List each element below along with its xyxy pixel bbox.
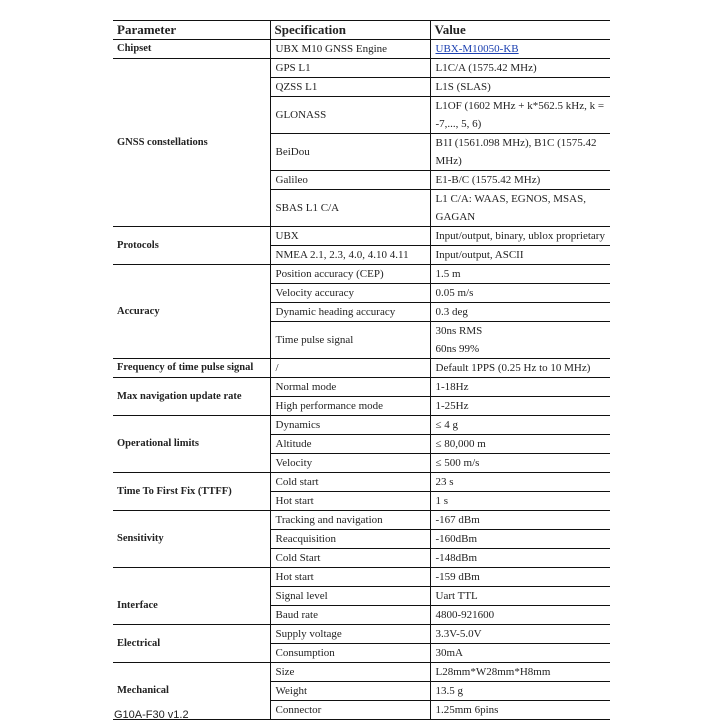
spec-cell: Normal mode bbox=[270, 378, 430, 397]
spec-cell: NMEA 2.1, 2.3, 4.0, 4.10 4.11 bbox=[270, 246, 430, 265]
spec-cell: Tracking and navigation bbox=[270, 511, 430, 530]
value-cell: L1 C/A: WAAS, EGNOS, MSAS, GAGAN bbox=[430, 190, 610, 227]
table-row bbox=[113, 227, 610, 246]
value-cell: -148dBm bbox=[430, 549, 610, 568]
table-header-row bbox=[113, 21, 610, 40]
header-parameter: Parameter bbox=[113, 21, 270, 40]
value-cell: Input/output, ASCII bbox=[430, 246, 610, 265]
spec-cell: Velocity accuracy bbox=[270, 284, 430, 303]
table-row bbox=[113, 511, 610, 530]
value-cell: 0.05 m/s bbox=[430, 284, 610, 303]
group-ttff: Time To First Fix (TTFF) bbox=[113, 473, 270, 511]
group-timepulse: Frequency of time pulse signal bbox=[113, 359, 270, 378]
value-cell: 1-25Hz bbox=[430, 397, 610, 416]
group-interface: Interface bbox=[113, 568, 270, 625]
value-cell: L1S (SLAS) bbox=[430, 78, 610, 97]
spec-cell: BeiDou bbox=[270, 134, 430, 171]
value-cell: -167 dBm bbox=[430, 511, 610, 530]
spec-cell: Velocity bbox=[270, 454, 430, 473]
spec-cell: UBX bbox=[270, 227, 430, 246]
value-cell: ≤ 80,000 m bbox=[430, 435, 610, 454]
value-cell: ≤ 500 m/s bbox=[430, 454, 610, 473]
group-mechanical: Mechanical bbox=[113, 663, 270, 720]
spec-cell: Hot start bbox=[270, 568, 430, 587]
group-electrical: Electrical bbox=[113, 625, 270, 663]
spec-table bbox=[113, 20, 610, 720]
value-cell: Default 1PPS (0.25 Hz to 10 MHz) bbox=[430, 359, 610, 378]
spec-cell: Baud rate bbox=[270, 606, 430, 625]
spec-cell: Cold Start bbox=[270, 549, 430, 568]
value-cell: 13.5 g bbox=[430, 682, 610, 701]
value-cell: 30mA bbox=[430, 644, 610, 663]
value-cell: -159 dBm bbox=[430, 568, 610, 587]
spec-cell: UBX M10 GNSS Engine bbox=[270, 40, 430, 59]
group-sensitivity: Sensitivity bbox=[113, 511, 270, 568]
value-cell: ≤ 4 g bbox=[430, 416, 610, 435]
table-row bbox=[113, 40, 610, 59]
group-protocols: Protocols bbox=[113, 227, 270, 265]
spec-cell: GPS L1 bbox=[270, 59, 430, 78]
table-row bbox=[113, 59, 610, 78]
table-row bbox=[113, 359, 610, 378]
spec-cell: Connector bbox=[270, 701, 430, 720]
table-row bbox=[113, 568, 610, 587]
spec-cell: QZSS L1 bbox=[270, 78, 430, 97]
document-footer: G10A-F30 v1.2 bbox=[114, 709, 189, 721]
spec-cell: Dynamic heading accuracy bbox=[270, 303, 430, 322]
value-cell bbox=[430, 322, 610, 359]
spec-cell: Size bbox=[270, 663, 430, 682]
value-cell: Uart TTL bbox=[430, 587, 610, 606]
spec-cell: Weight bbox=[270, 682, 430, 701]
value-line: 30ns RMS bbox=[435, 325, 483, 337]
group-limits: Operational limits bbox=[113, 416, 270, 473]
value-cell: 1.5 m bbox=[430, 265, 610, 284]
spec-document bbox=[113, 20, 610, 720]
value-cell: 1 s bbox=[430, 492, 610, 511]
value-cell: L1C/A (1575.42 MHz) bbox=[430, 59, 610, 78]
spec-cell: Altitude bbox=[270, 435, 430, 454]
group-navrate: Max navigation update rate bbox=[113, 378, 270, 416]
value-cell: L28mm*W28mm*H8mm bbox=[430, 663, 610, 682]
spec-cell: Consumption bbox=[270, 644, 430, 663]
spec-cell: Position accuracy (CEP) bbox=[270, 265, 430, 284]
table-row bbox=[113, 416, 610, 435]
spec-cell: Hot start bbox=[270, 492, 430, 511]
spec-cell: Reacquisition bbox=[270, 530, 430, 549]
group-gnss: GNSS constellations bbox=[113, 59, 270, 227]
value-cell: 1.25mm 6pins bbox=[430, 701, 610, 720]
value-line: 60ns 99% bbox=[435, 343, 480, 355]
spec-cell: Cold start bbox=[270, 473, 430, 492]
group-accuracy: Accuracy bbox=[113, 265, 270, 359]
spec-cell: Galileo bbox=[270, 171, 430, 190]
group-chipset: Chipset bbox=[113, 40, 270, 59]
chip-model-link[interactable]: UBX-M10050-KB bbox=[435, 43, 519, 55]
header-specification: Specification bbox=[270, 21, 430, 40]
value-cell: B1I (1561.098 MHz), B1C (1575.42 MHz) bbox=[430, 134, 610, 171]
header-value: Value bbox=[430, 21, 610, 40]
table-row bbox=[113, 663, 610, 682]
spec-cell: Signal level bbox=[270, 587, 430, 606]
value-cell bbox=[430, 40, 610, 59]
spec-cell: GLONASS bbox=[270, 97, 430, 134]
value-cell: 23 s bbox=[430, 473, 610, 492]
spec-cell: Dynamics bbox=[270, 416, 430, 435]
spec-cell: / bbox=[270, 359, 430, 378]
table-row bbox=[113, 378, 610, 397]
spec-cell: Supply voltage bbox=[270, 625, 430, 644]
value-cell: 4800-921600 bbox=[430, 606, 610, 625]
spec-cell: SBAS L1 C/A bbox=[270, 190, 430, 227]
table-row bbox=[113, 625, 610, 644]
spec-cell: High performance mode bbox=[270, 397, 430, 416]
value-cell: Input/output, binary, ublox proprietary bbox=[430, 227, 610, 246]
spec-cell: Time pulse signal bbox=[270, 322, 430, 359]
value-cell: 0.3 deg bbox=[430, 303, 610, 322]
value-cell: L1OF (1602 MHz + k*562.5 kHz, k = -7,..., 5, 6) bbox=[430, 97, 610, 134]
value-cell: E1-B/C (1575.42 MHz) bbox=[430, 171, 610, 190]
value-cell: 3.3V-5.0V bbox=[430, 625, 610, 644]
table-row bbox=[113, 473, 610, 492]
table-row bbox=[113, 265, 610, 284]
value-cell: 1-18Hz bbox=[430, 378, 610, 397]
value-cell: -160dBm bbox=[430, 530, 610, 549]
